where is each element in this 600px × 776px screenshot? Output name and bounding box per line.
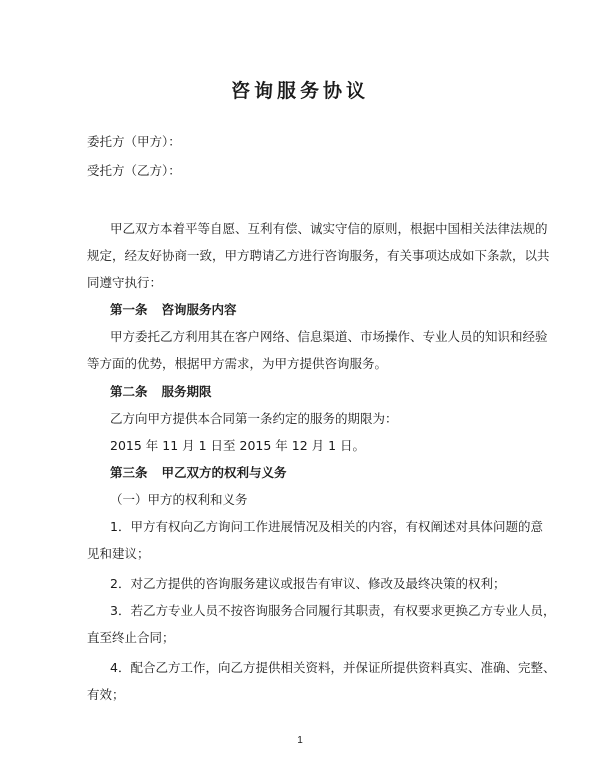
page-number: 1 — [297, 735, 303, 746]
document-title: 咨询服务协议 — [230, 80, 369, 102]
section-3-subheading: （一）甲方的权利和义务 — [110, 492, 248, 507]
item-3-line-1: 3．若乙方专业人员不按咨询服务合同履行其职责，有权要求更换乙方专业人员， — [110, 603, 556, 618]
section-1-title — [110, 302, 237, 318]
party-b-label: 受托方（乙方）： — [87, 163, 181, 178]
section-2-title — [110, 384, 212, 400]
item-1-line-1: 1．甲方有权向乙方询问工作进展情况及相关的内容，有权阐述对具体问题的意 — [110, 519, 543, 534]
item-4-line-2: 有效； — [87, 687, 125, 702]
party-a-label: 委托方（甲方）： — [87, 134, 181, 149]
intro-line-2: 规定，经友好协商一致，甲方聘请乙方进行咨询服务，有关事项达成如下条款，以共 — [87, 248, 550, 263]
section-2-heading: 服务期限 — [161, 384, 212, 399]
section-3-heading: 甲乙双方的权利与义务 — [161, 465, 287, 480]
item-3-line-2: 直至终止合同； — [87, 630, 175, 645]
item-2-line-1: 2．对乙方提供的咨询服务建议或报告有审议、修改及最终决策的权利； — [110, 576, 506, 591]
section-1-number: 第一条 — [110, 302, 148, 317]
section-2-line-2: 2015 年 11 月 1 日至 2015 年 12 月 1 日。 — [110, 438, 366, 453]
intro-line-3: 同遵守执行： — [87, 275, 163, 290]
section-2-number: 第二条 — [110, 384, 148, 399]
section-2-line-1: 乙方向甲方提供本合同第一条约定的服务的期限为： — [110, 411, 398, 426]
item-4-line-1: 4．配合乙方工作，向乙方提供相关资料，并保证所提供资料真实、准确、完整、 — [110, 660, 556, 675]
intro-line-1: 甲乙双方本着平等自愿、互利有偿、诚实守信的原则，根据中国相关法律法规的 — [110, 221, 548, 236]
section-1-line-1: 甲方委托乙方利用其在客户网络、信息渠道、市场操作、专业人员的知识和经验 — [110, 329, 548, 344]
section-1-heading: 咨询服务内容 — [161, 302, 237, 317]
section-3-number: 第三条 — [110, 465, 148, 480]
item-1-line-2: 见和建议； — [87, 546, 150, 561]
section-3-title — [110, 465, 287, 481]
section-1-line-2: 等方面的优势，根据甲方需求，为甲方提供咨询服务。 — [87, 356, 388, 371]
